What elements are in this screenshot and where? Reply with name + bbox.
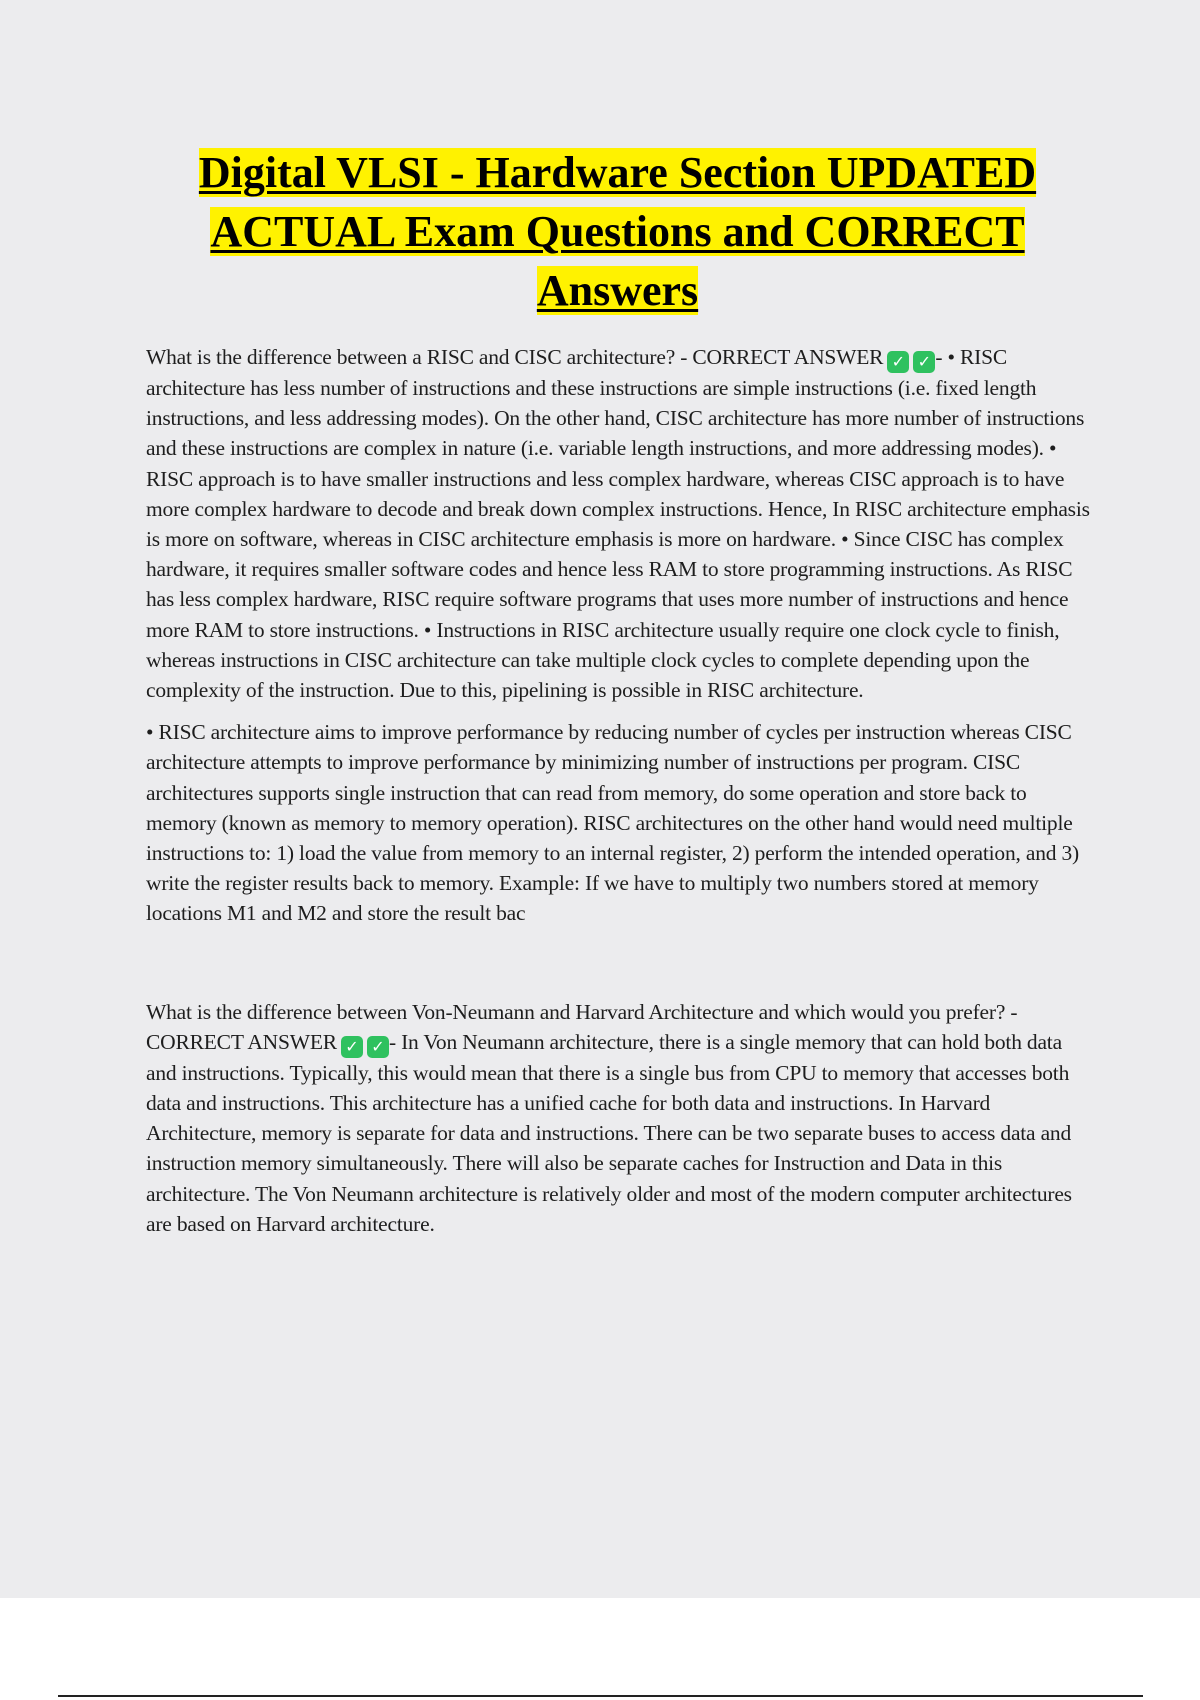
- check-mark-icon: ✓: [887, 351, 909, 373]
- qa-von-neumann-harvard: [146, 997, 1091, 1239]
- question-text: What is the difference between a RISC and CISC architecture? - CORRECT ANSWER: [146, 345, 884, 369]
- page-divider: [58, 1695, 1143, 1697]
- check-mark-icon: ✓: [913, 351, 935, 373]
- check-mark-icon: ✓: [367, 1036, 389, 1058]
- question-text: What is the difference between Von-Neumann and Harvard Architecture and which would you prefer? - CORRECT ANSWER: [146, 999, 1018, 1054]
- document-title-text: Digital VLSI - Hardware Section UPDATED ACTUAL Exam Questions and CORRECT Answers: [198, 148, 1037, 315]
- answer-text: - • RISC architecture has less number of instructions and these instructions are simple instructions (i.e. fixed length instructions, and less addressing modes). On the other hand, CISC architecture has more number of instructions and these instructions are complex in nature (i.e. variable length instructions, and more addressing modes). • RISC approach is to have smaller instructions and less complex hardware, whereas CISC approach is to have more complex hardware to decode and break down complex instructions. Hence, In RISC architecture emphasis is more on software, whereas in CISC architecture emphasis is more on hardware. • Since CISC has complex hardware, it requires smaller software codes and hence less RAM to store programming instructions. As RISC has less complex hardware, RISC require software programs that uses more number of instructions and hence more RAM to store instructions. • Instructions in RISC architecture usually require one clock cycle to finish, whereas instructions in CISC architecture can take multiple clock cycles to complete depending upon the complexity of the instruction. Due to this, pipelining is possible in RISC architecture.: [146, 345, 1090, 703]
- answer-text: - In Von Neumann architecture, there is a single memory that can hold both data and instructions. Typically, this would mean that there is a single bus from CPU to memory that accesses both data and instructions. This architecture has a unified cache for both data and instructions. In Harvard Architecture, memory is separate for data and instructions. There can be two separate buses to access data and instruction memory simultaneously. There will also be separate caches for Instruction and Data in this architecture. The Von Neumann architecture is relatively older and most of the modern computer architectures are based on Harvard architecture.: [146, 1029, 1072, 1236]
- qa-risc-cisc: [146, 342, 1091, 705]
- check-mark-icon: ✓: [341, 1036, 363, 1058]
- document-title: [145, 143, 1090, 320]
- document-body: [146, 342, 1091, 1239]
- answer-continuation: • RISC architecture aims to improve performance by reducing number of cycles per instruction whereas CISC architecture attempts to improve performance by minimizing number of instructions per program. CISC architectures supports single instruction that can read from memory, do some operation and store back to memory (known as memory to memory operation). RISC architectures on the other hand would need multiple instructions to: 1) load the value from memory to an internal register, 2) perform the intended operation, and 3) write the register results back to memory. Example: If we have to multiply two numbers stored at memory locations M1 and M2 and store the result bac: [146, 720, 1080, 926]
